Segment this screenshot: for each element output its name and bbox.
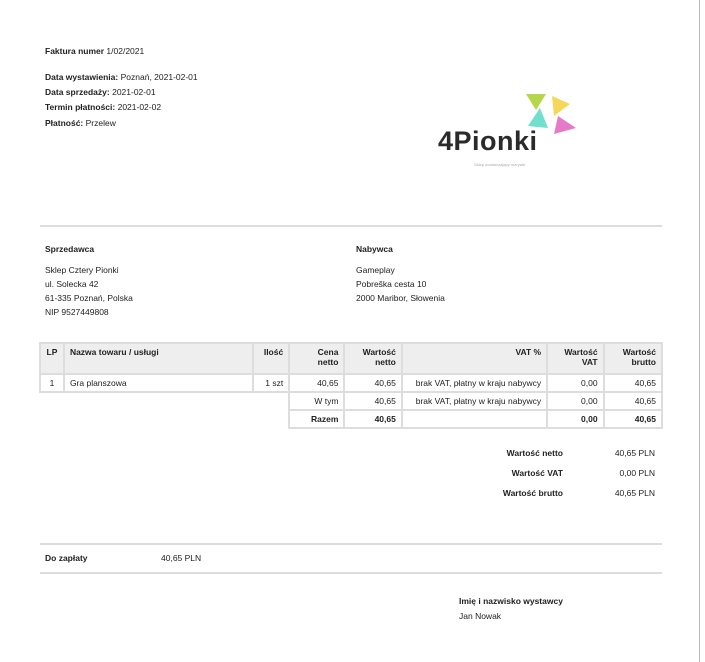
col-name: Nazwa towaru / usługi <box>64 343 253 374</box>
cell-gross-value: 40,65 <box>604 374 662 392</box>
cell-net-value: 40,65 <box>344 374 401 392</box>
due-date <box>45 102 161 112</box>
payment-method <box>45 118 116 128</box>
seller-name: Sklep Cztery Pionki <box>45 265 119 275</box>
cell-lp: 1 <box>40 374 64 392</box>
wtym-vat: 0,00 <box>547 392 603 410</box>
value: 2021-02-02 <box>117 102 162 112</box>
buyer-name: Gameplay <box>356 265 395 275</box>
wtym-gross: 40,65 <box>604 392 662 410</box>
col-qty: Ilość <box>253 343 289 374</box>
seller-nip: NIP 9527449808 <box>45 307 109 317</box>
to-pay-value: 40,65 PLN <box>161 553 202 563</box>
value: 1/02/2021 <box>106 46 145 56</box>
seller-label: Sprzedawca <box>45 244 95 254</box>
seller-street: ul. Solecka 42 <box>45 279 99 289</box>
cell-net-price: 40,65 <box>289 374 344 392</box>
total-gross: 40,65 <box>604 410 662 428</box>
logo-tagline: Sklep dostarczający rozrywki <box>474 162 526 167</box>
total-row <box>40 410 662 428</box>
summary-gross-value: 40,65 PLN <box>614 488 655 498</box>
label: Data wystawienia: <box>45 72 119 82</box>
cell-qty: 1 szt <box>253 374 289 392</box>
label: Termin płatności: <box>45 102 116 112</box>
total-net: 40,65 <box>344 410 401 428</box>
items-table <box>39 342 663 429</box>
total-vat: 0,00 <box>547 410 603 428</box>
value: 2021-02-01 <box>112 87 156 97</box>
to-pay-label: Do zapłaty <box>45 553 88 563</box>
buyer-block <box>356 242 445 305</box>
wtym-vat-rate: brak VAT, płatny w kraju nabywcy <box>402 392 547 410</box>
wtym-label: W tym <box>289 392 344 410</box>
table-row <box>40 374 662 392</box>
buyer-city: 2000 Maribor, Słowenia <box>356 293 445 303</box>
label: Data sprzedaży: <box>45 87 110 97</box>
table-header <box>40 343 662 374</box>
col-gross-value: Wartość brutto <box>604 343 662 374</box>
summary-vat-value: 0,00 PLN <box>619 468 655 478</box>
issuer-name: Jan Nowak <box>459 611 502 621</box>
summary-gross-label: Wartość brutto <box>502 488 563 498</box>
divider <box>40 572 662 574</box>
value: Przelew <box>85 118 116 128</box>
summary-vat-label: Wartość VAT <box>511 468 563 478</box>
divider <box>40 225 662 227</box>
cell-vat-value: 0,00 <box>547 374 603 392</box>
summary-net-label: Wartość netto <box>506 448 563 458</box>
issue-date <box>45 72 198 82</box>
col-net-value: Wartość netto <box>344 343 401 374</box>
col-net-price: Cena netto <box>289 343 344 374</box>
label: Płatność: <box>45 118 84 128</box>
divider <box>40 543 662 545</box>
cell-name: Gra planszowa <box>64 374 253 392</box>
summary-net-value: 40,65 PLN <box>614 448 655 458</box>
logo-text: 4Pionki <box>438 126 538 156</box>
label: Faktura numer <box>45 46 105 56</box>
invoice-number <box>45 46 144 56</box>
seller-block <box>45 242 133 319</box>
col-vat-rate: VAT % <box>402 343 547 374</box>
sale-date <box>45 87 156 97</box>
total-label: Razem <box>289 410 344 428</box>
wtym-net: 40,65 <box>344 392 401 410</box>
cell-vat-rate: brak VAT, płatny w kraju nabywcy <box>402 374 547 392</box>
issuer-label: Imię i nazwisko wystawcy <box>459 596 563 606</box>
buyer-label: Nabywca <box>356 244 393 254</box>
seller-city: 61-335 Poznań, Polska <box>45 293 133 303</box>
total-vat-rate <box>402 410 547 428</box>
wtym-row <box>40 392 662 410</box>
buyer-street: Pobreška cesta 10 <box>356 279 427 289</box>
logo <box>436 90 586 170</box>
col-lp: LP <box>40 343 64 374</box>
page-edge <box>699 0 700 662</box>
value: Poznań, 2021-02-01 <box>120 72 198 82</box>
col-vat-value: Wartość VAT <box>547 343 603 374</box>
